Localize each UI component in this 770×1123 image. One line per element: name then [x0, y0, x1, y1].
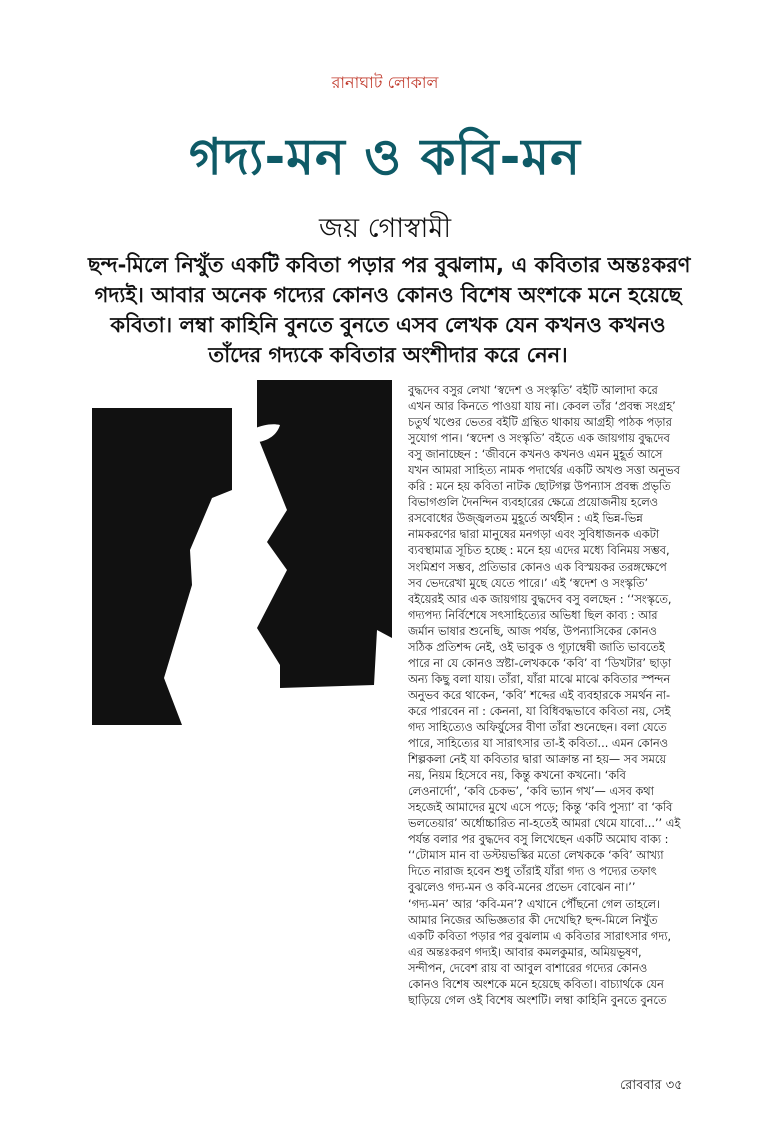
body-line: আমার নিজের অভিজ্ঞতার কী দেখেছি? ছন্দ-মিলে নিখুঁত [408, 913, 658, 927]
body-line: শিল্পকলা নেই যা কবিতার দ্বারা আক্রান্ত না হয়— সব সময়ে [408, 753, 667, 767]
standfirst [88, 250, 691, 370]
body-line: নয়, নিয়ম হিসেবে নয়, কিন্তু কখনো কখনো। ‘কবি [408, 769, 626, 783]
body-line: সব ভেদরেখা মুছে যেতে পারে।’ এই ‘স্বদেশ ও সংস্কৃতি’ [408, 576, 649, 590]
body-line: দিতে নারাজ হবেন শুধু তাঁরাই যাঁরা গদ্য ও পদ্যের তফাৎ [408, 865, 657, 879]
body-line: নামকরণের দ্বারা মানুষের মনগড়া এবং সুবিধাজনক একটা [408, 528, 660, 542]
body-line: ‘গদ্য-মন’ আর ‘কবি-মন’? এখানে পৌঁছনো গেল তাহলে। [408, 897, 661, 911]
body-line: বইয়েরই আর এক জায়গায় বুদ্ধদেব বসু বলছেন : ‘‘সংস্কৃতে, [408, 592, 672, 606]
body-line: বুঝলেও গদ্য-মন ও কবি-মনের প্রভেদ বোঝেন না।’’ [408, 881, 636, 895]
body-line: গদ্য সাহিত্যেও অফির্য়ুসের বীণা তাঁরা শুনেছেন। বলা যেতে [408, 720, 667, 734]
page-folio: রোববার ৩৫ [620, 1078, 683, 1093]
two-faces-illustration [92, 380, 392, 725]
article-body [408, 383, 693, 1009]
body-line: ছাড়িয়ে গেল ওই বিশেষ অংশটি। লম্বা কাহিনি বুনতে বুনতে [408, 993, 667, 1007]
left-eye-shape [165, 668, 222, 687]
body-line: বিভাগগুলি দৈনন্দিন ব্যবহারের ক্ষেত্রে প্রয়োজনীয় হলেও [408, 496, 658, 510]
body-line: সংমিশ্রণ সম্ভব, প্রতিভার কোনও এক বিস্ময়কর তরঙ্গক্ষেপে [408, 560, 667, 574]
body-line: পারে না যে কোনও স্রষ্টা-লেখককে ‘কবি’ বা ‘ডিখটার’ ছাড়া [408, 656, 672, 670]
section-kicker: রানাঘাট লোকাল [331, 73, 439, 92]
standfirst-line: তাঁদের গদ্যকে কবিতার অংশীদার করে নেন। [208, 343, 568, 367]
body-line: কোনও বিশেষ অংশকে মনে হয়েছে কবিতা। বাচ্যার্থকে যেন [408, 977, 664, 991]
standfirst-line: গদ্যই। আবার অনেক গদ্যের কোনও কোনও বিশেষ অংশকে মনে হয়েছে [94, 283, 682, 307]
body-line: সঠিক প্রতিশব্দ নেই, ওই ভাবুক ও গূঢ়াম্বেষী জাতি ভাবতেই [408, 640, 665, 654]
body-line: বসু জানাচ্ছেন : ‘জীবনে কখনও কখনও এমন মুহূর্ত আসে [408, 448, 663, 462]
body-line: অনুভব করে থাকেন, ‘কবি’ শব্দের এই ব্যবহারকে সমর্থন না- [408, 688, 671, 702]
body-line: করে পারবেন না : কেননা, যা বিধিবদ্ধভাবে কবিতা নয়, সেই [408, 704, 671, 718]
body-line: এর অন্তঃকরণ গদ্যই। আবার কমলকুমার, অমিয়ভূষণ, [408, 945, 642, 959]
body-line: সহজেই আমাদের মুখে এসে পড়ে; কিন্তু ‘কবি পুস্যা’ বা ‘কবি [408, 801, 673, 815]
body-line: চতুর্থ খণ্ডের ভেতর বইটি গ্রন্থিত থাকায় আগ্রহী পাঠক পড়ার [408, 416, 672, 430]
body-line: সুযোগ পান। ‘স্বদেশ ও সংস্কৃতি’ বইতে এক জায়গায় বুদ্ধদেব [408, 432, 670, 446]
body-line: একটি কবিতা পড়ার পর বুঝলাম এ কবিতার সারাৎসার গদ্য, [408, 929, 672, 943]
body-line: ‘‘টোমাস মান বা ডস্টয়ভস্কির মতো লেখককে ‘কবি’ আখ্যা [408, 849, 664, 863]
article-title: গদ্য-মন ও কবি-মন [189, 128, 581, 186]
body-line: সন্দীপন, দেবেশ রায় বা আবুল বাশারের গদ্যের কোনও [408, 961, 648, 975]
body-line: ব্যবস্থামাত্র সূচিত হচ্ছে : মনে হয় এদের মধ্যে বিনিময় সম্ভব, [408, 544, 670, 558]
body-line: অন্য কিছু বলা যায়। তাঁরা, যাঁরা মাঝে মাঝে কবিতার স্পন্দন [408, 672, 671, 686]
body-line: ভলতেয়ার’ অর্ধোচ্চারিত না-হতেই আমরা থেমে যাবো...’’ এই [408, 817, 681, 831]
body-line: লেওনার্দো’, ‘কবি চেকভ’, ‘কবি ভ্যান গখ’— এসব কথা [408, 785, 654, 799]
body-line: করি : মনে হয় কবিতা নাটক ছোটগল্প উপন্যাস প্রবন্ধ প্রভৃতি [408, 480, 671, 494]
body-line: গদ্যপদ্য নির্বিশেষে সৎসাহিত্যের অভিধা ছিল কাব্য : আর [408, 608, 658, 622]
author-byline: জয় গোস্বামী [318, 213, 452, 244]
body-line: পারে, সাহিত্যের যা সারাৎসার তা-ই কবিতা... এমন কোনও [408, 737, 668, 751]
body-line: জর্মান ভাষার শুনেছি, আজ পর্যন্ত, উপন্যাসিকের কোনও [408, 624, 657, 638]
body-line: বুদ্ধদেব বসুর লেখা ‘স্বদেশ ও সংস্কৃতি’ বইটি আলাদা করে [408, 384, 658, 397]
standfirst-line: ছন্দ-মিলে নিখুঁত একটি কবিতা পড়ার পর বুঝলাম, এ কবিতার অন্তঃকরণ [88, 253, 691, 277]
body-line: যখন আমরা সাহিত্য নামক পদার্থের একটি অখণ্ড সত্তা অনুভব [408, 464, 680, 478]
standfirst-line: কবিতা। লম্বা কাহিনি বুনতে বুনতে এসব লেখক যেন কখনও কখনও [110, 313, 666, 337]
body-line: পর্যন্ত বলার পর বুদ্ধদেব বসু লিখেছেন একটি অমোঘ বাক্য : [408, 833, 669, 847]
body-line: রসবোধের উজ্জ্বলতম মুহূর্তে অর্থহীন : এই ভিন্ন-ভিন্ন [408, 512, 643, 526]
body-line: এখন আর কিনতে পাওয়া যায় না। কেবল তাঁর ‘প্রবন্ধ সংগ্রহ’ [408, 400, 676, 414]
